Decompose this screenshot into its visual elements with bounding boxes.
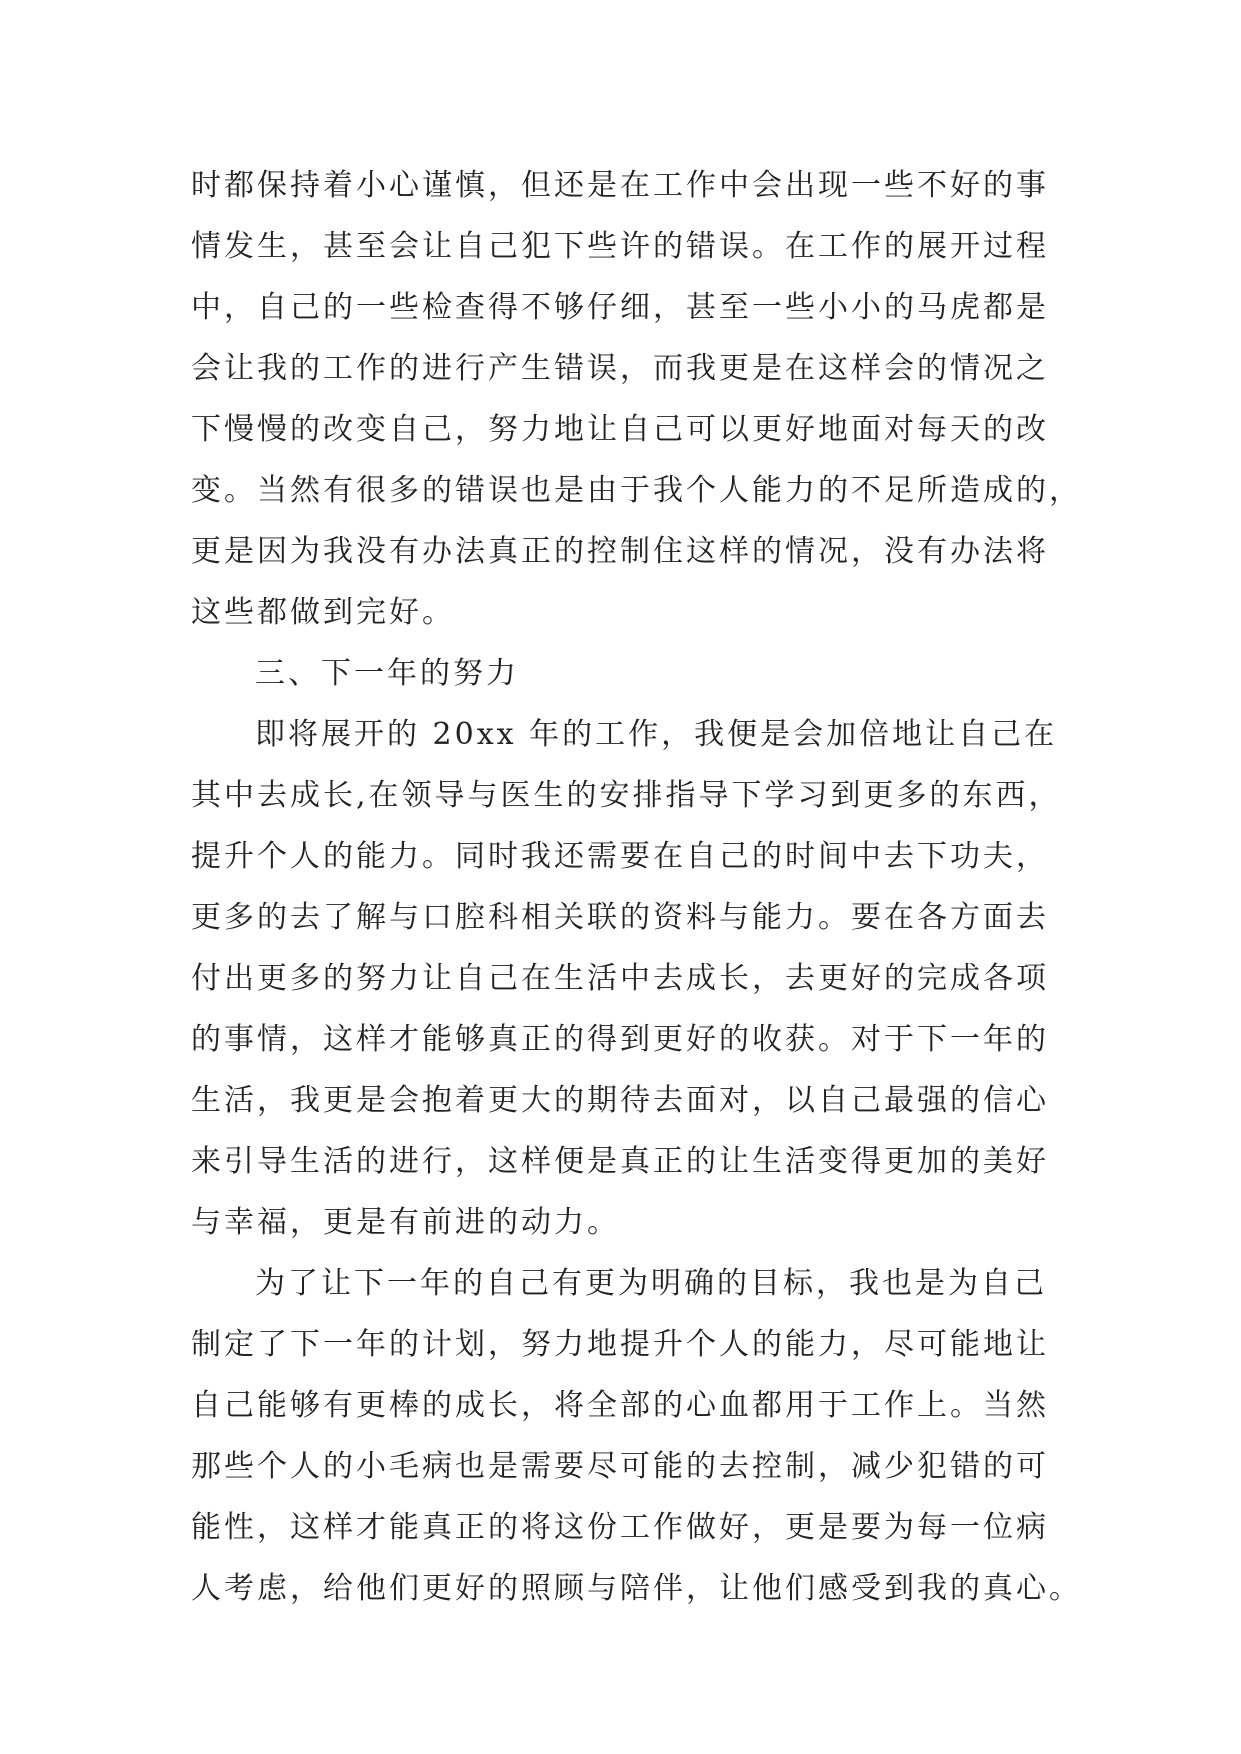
text-line: 即将展开的 20xx 年的工作，我便是会加倍地让自己在 [255,717,1058,752]
text-line: 为了让下一年的自己有更为明确的目标，我也是为自己 [255,1266,1047,1301]
text-line: 下慢慢的改变自己，努力地让自己可以更好地面对每天的改 [191,412,1049,447]
paragraph-continuation [191,155,1082,643]
text-line: 生活，我更是会抱着更大的期待去面对，以自己最强的信心 [191,1083,1049,1118]
text-line: 那些个人的小毛病也是需要尽可能的去控制，减少犯错的可 [191,1449,1049,1484]
text-line: 来引导生活的进行，这样便是真正的让生活变得更加的美好 [191,1144,1049,1179]
text-line: 提升个人的能力。同时我还需要在自己的时间中去下功夫， [191,839,1049,874]
text-line: 时都保持着小心谨慎，但还是在工作中会出现一些不好的事 [191,168,1049,203]
text-line: 更多的去了解与口腔科相关联的资料与能力。要在各方面去 [191,900,1049,935]
text-line: 中，自己的一些检查得不够仔细，甚至一些小小的马虎都是 [191,290,1049,325]
text-line: 其中去成长,在领导与医生的安排指导下学习到更多的东西， [191,778,1062,813]
text-line: 更是因为我没有办法真正的控制住这样的情况，没有办法将 [191,534,1049,569]
text-line: 人考虑，给他们更好的照顾与陪伴，让他们感受到我的真心。 [191,1571,1082,1606]
text-line: 制定了下一年的计划，努力地提升个人的能力，尽可能地让 [191,1327,1049,1362]
text-line: 这些都做到完好。 [191,595,455,630]
text-line: 能性，这样才能真正的将这份工作做好，更是要为每一位病 [191,1510,1049,1545]
text-line: 情发生，甚至会让自己犯下些许的错误。在工作的展开过程 [191,229,1049,264]
paragraph-plan [191,1253,1082,1619]
text-line: 变。当然有很多的错误也是由于我个人能力的不足所造成的， [191,473,1082,508]
paragraph-effort [191,704,1062,1253]
text-line: 付出更多的努力让自己在生活中去成长，去更好的完成各项 [191,961,1049,996]
document-body [191,155,1082,1619]
text-line: 会让我的工作的进行产生错误，而我更是在这样会的情况之 [191,351,1049,386]
heading-text: 三、下一年的努力 [255,656,519,691]
text-line: 的事情，这样才能够真正的得到更好的收获。对于下一年的 [191,1022,1049,1057]
section-heading [191,643,1051,704]
text-line: 与幸福，更是有前进的动力。 [191,1205,620,1240]
text-line: 自己能够有更棒的成长，将全部的心血都用于工作上。当然 [191,1388,1049,1423]
